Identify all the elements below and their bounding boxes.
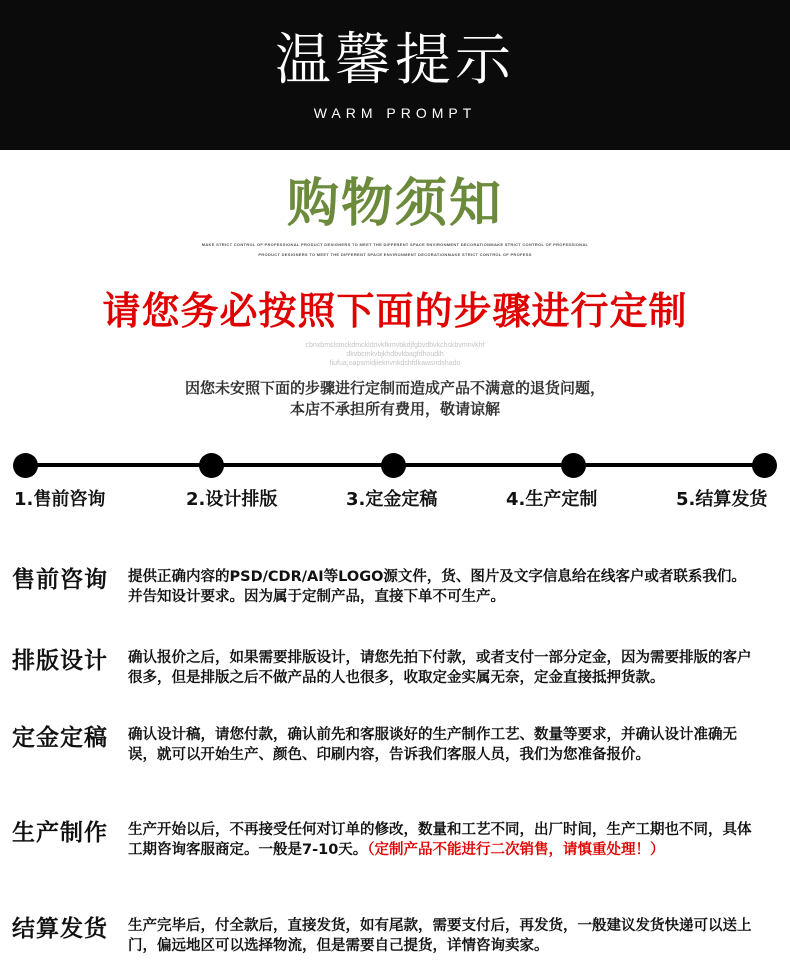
detail-text [128, 725, 760, 765]
detail-body: 确认设计稿，请您付款，确认前先和客服谈好的生产制作工艺、数量等要求，并确认设计准确无误，就可以开始生产、颜色、印刷内容，告诉我们客服人员，我们为您准备报价。 [128, 727, 737, 763]
detail-text [128, 820, 760, 860]
step-label-5: 5.结算发货 [676, 489, 768, 510]
red-heading: 请您务必按照下面的步骤进行定制 [102, 289, 688, 333]
decorative-tiny-text-2: PRODUCT DESIGNERS TO MEET THE DIFFERENT SPACE ENVIRONMENT DECORATIONMAKE STRICT CONTROL OF PROFESS [258, 252, 532, 257]
header-banner [0, 0, 790, 150]
detail-text [128, 916, 760, 956]
detail-body: 确认报价之后，如果需要排版设计，请您先拍下付款，或者支付一部分定金，因为需要排版的客户很多，但是排版之后不做产品的人也很多，收取定金实属无奈，定金直接抵押货款。 [128, 650, 752, 686]
detail-title: 售前咨询 [12, 567, 108, 593]
detail-title: 结算发货 [12, 916, 108, 942]
decorative-faint-text-2: dkvbcmkvbjkhdbvkbagfdhoudih [346, 351, 444, 358]
timeline-dot-3 [381, 453, 406, 478]
detail-highlight: （定制产品不能进行二次销售，请慎重处理！） [367, 842, 665, 858]
process-timeline [0, 450, 790, 480]
step-label-2: 2.设计排版 [186, 489, 278, 510]
step-label-3: 3.定金定稿 [346, 489, 438, 510]
step-label-1: 1.售前咨询 [14, 489, 106, 510]
detail-body: 提供正确内容的PSD/CDR/AI等LOGO源文件，货、图片及文字信息给在线客户或者联系我们。并告知设计要求。因为属于定制产品，直接下单不可生产。 [128, 569, 746, 605]
timeline-dot-5 [752, 453, 777, 478]
notice-line-2: 本店不承担所有费用，敬请谅解 [289, 400, 500, 418]
header-subtitle: WARM PROMPT [313, 105, 477, 121]
decorative-faint-text-3: fiufua;oapsmidjieknvnkdshfdkawsndshado [329, 360, 461, 367]
timeline-dot-2 [199, 453, 224, 478]
decorative-faint-text-1: cbnxbmslsmckdmckldnvkfkmvbkdjfgbvdbvkchskbvmnvkhf [305, 342, 485, 349]
detail-text [128, 567, 760, 607]
decorative-tiny-text-1: MAKE STRICT CONTROL OF PROFESSIONAL PRODUCT DESIGNERS TO MEET THE DIFFERENT SPACE ENVIRONMENT DECORATIONMAKE STRICT CONTROL OF PROFESSIONAL [201, 242, 589, 247]
timeline-dot-4 [561, 453, 586, 478]
notice-text [0, 378, 790, 420]
step-label-4: 4.生产定制 [506, 489, 598, 510]
detail-body: 生产完毕后，付全款后，直接发货，如有尾款，需要支付后，再发货，一般建议发货快递可以送上门，偏远地区可以选择物流，但是需要自己提货，详情咨询卖家。 [128, 918, 752, 954]
detail-title: 生产制作 [12, 820, 108, 846]
timeline-dot-1 [13, 453, 38, 478]
detail-body: 生产开始以后，不再接受任何对订单的修改，数量和工艺不同，出厂时间，生产工期也不同，具体工期咨询客服商定。一般是7-10天。 [128, 822, 752, 858]
header-title: 温馨提示 [275, 28, 515, 93]
detail-title: 排版设计 [12, 648, 108, 674]
notice-line-1: 因您未安照下面的步骤进行定制而造成产品不满意的退货问题， [184, 379, 605, 397]
section-title: 购物须知 [286, 174, 503, 234]
detail-title: 定金定稿 [12, 725, 108, 751]
detail-text [128, 648, 760, 688]
